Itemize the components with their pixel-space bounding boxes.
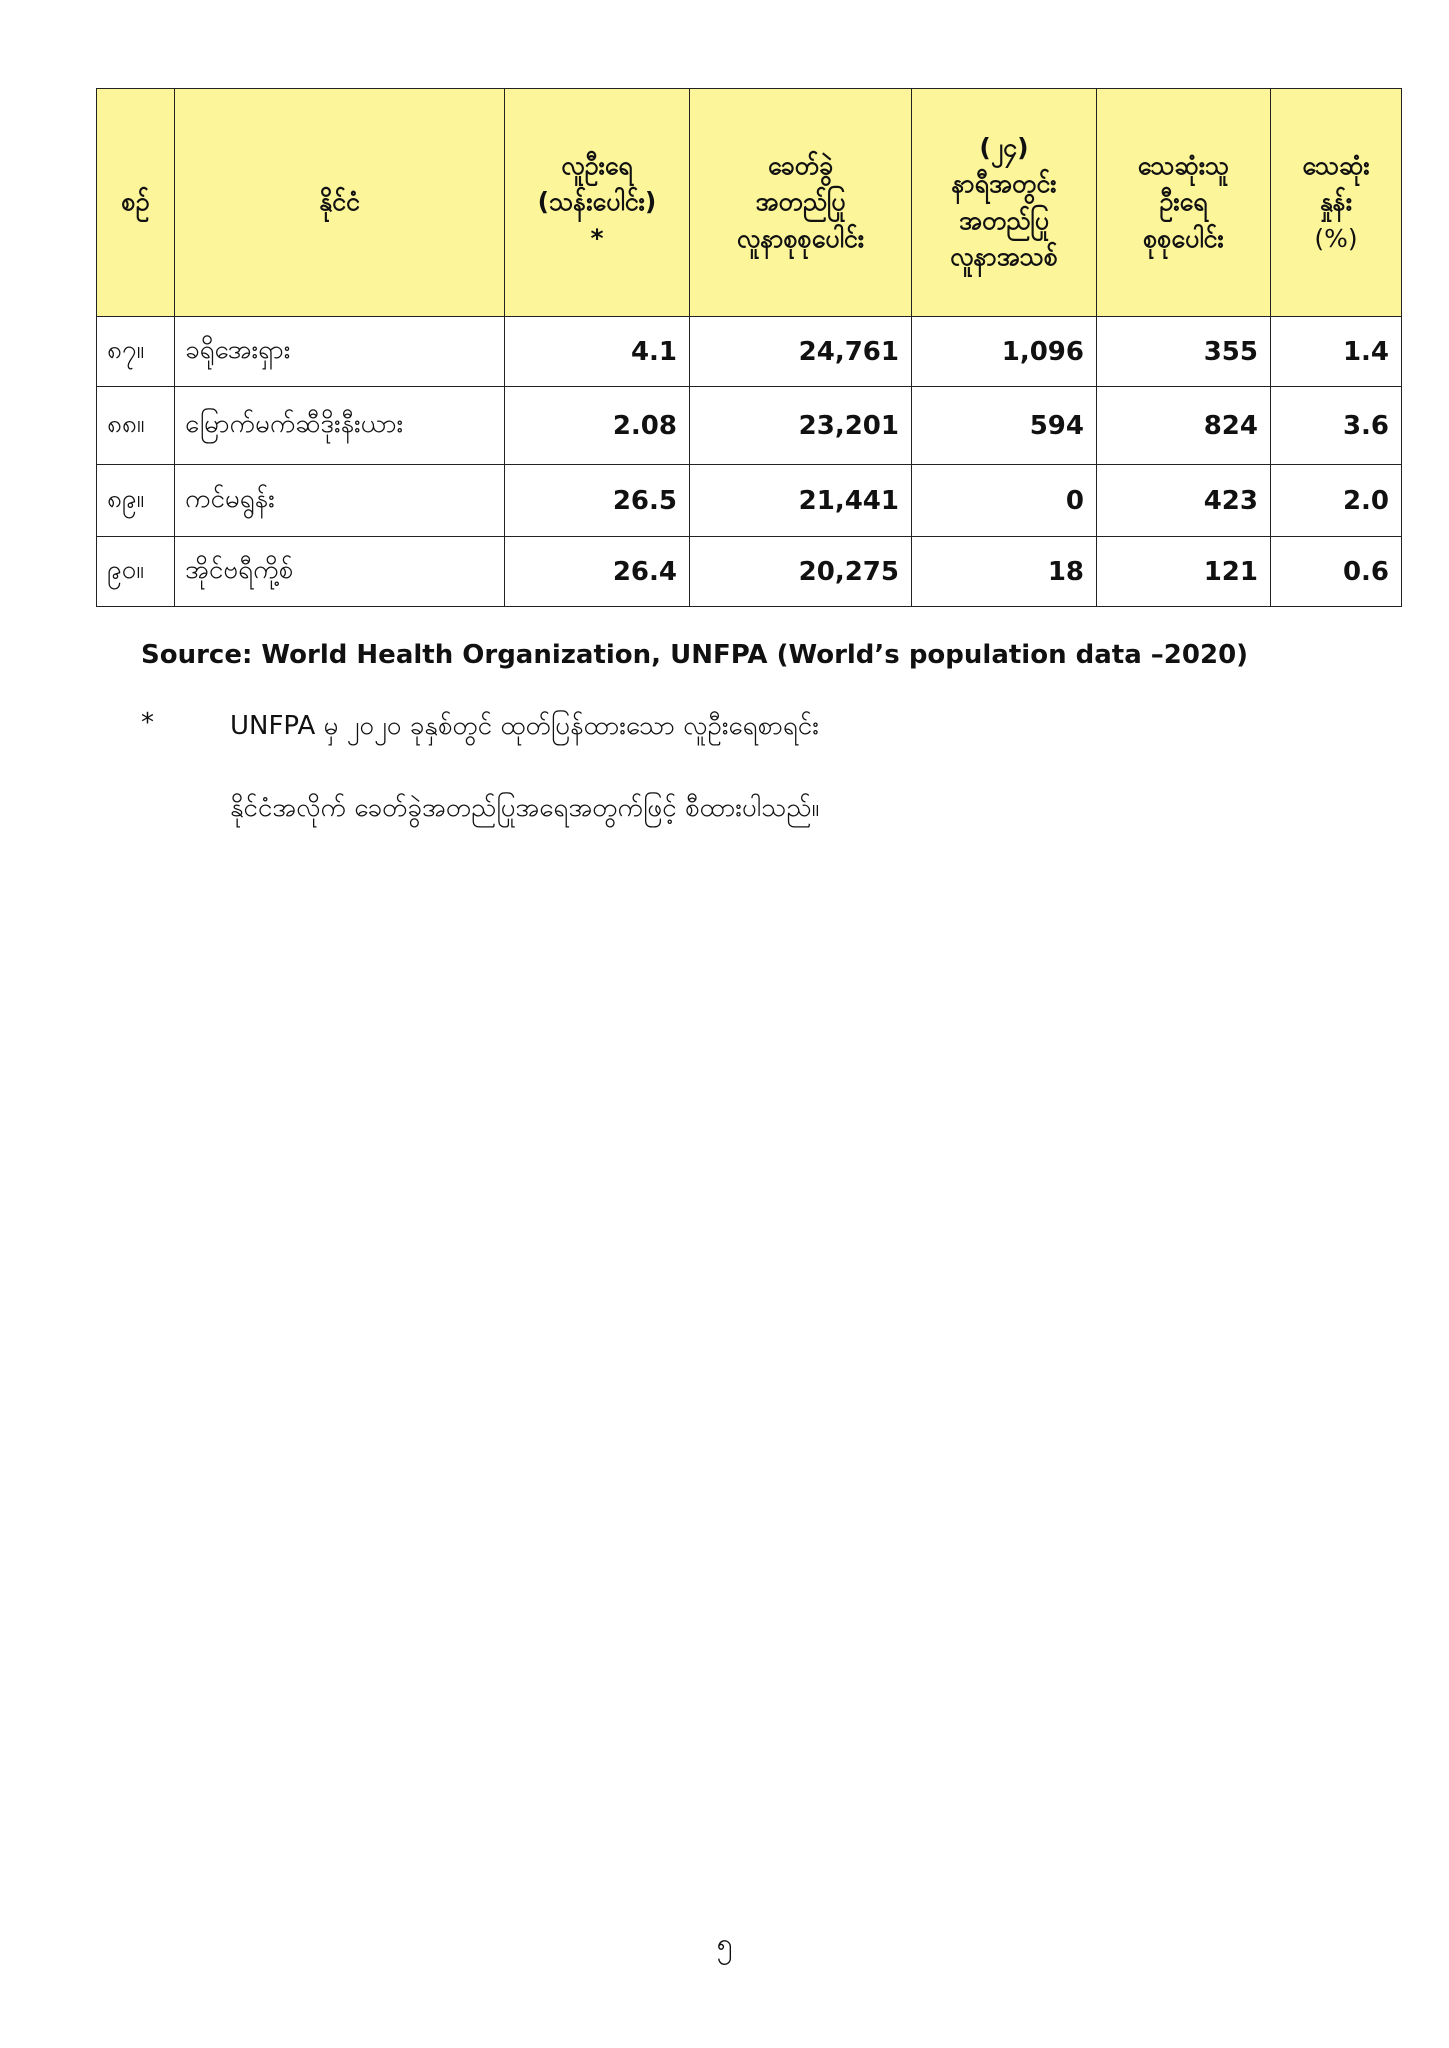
row-death-rate: 1.4 — [1271, 317, 1402, 387]
table-row — [97, 317, 1402, 387]
row-country: မြောက်မက်ဆီဒိုးနီးယား — [175, 387, 505, 465]
header-death-rate-unit: (%) — [1314, 223, 1358, 253]
table-row — [97, 465, 1402, 537]
header-deaths-total: သေဆုံးသူ ဦးရေ စုစုပေါင်း — [1097, 89, 1271, 317]
footnote-line-2: နိုင်ငံအလိုက် ခေတ်ခွဲအတည်ပြုအရေအတွက်ဖြင့် စီထားပါသည်။ — [230, 793, 820, 823]
header-death-rate — [1271, 89, 1402, 317]
header-new-24h: (၂၄) နာရီအတွင်း အတည်ပြု လူနာအသစ် — [912, 89, 1097, 317]
footnote-asterisk: * — [141, 708, 154, 738]
source-citation: Source: World Health Organization, UNFPA (World’s population data –2020) — [141, 640, 1249, 670]
row-country: ခရိုအေးရှား — [175, 317, 505, 387]
footnote-line-1: UNFPA မှ ၂၀၂၀ ခုနှစ်တွင် ထုတ်ပြန်ထားသော လူဦးရေစာရင်း — [230, 711, 819, 741]
row-deaths-total: 355 — [1097, 317, 1271, 387]
row-serial: ၈၈။ — [97, 387, 175, 465]
table-header-row — [97, 89, 1402, 317]
row-new-24h: 1,096 — [912, 317, 1097, 387]
row-serial: ၈၇။ — [97, 317, 175, 387]
page-number: ၅ — [716, 1927, 733, 1960]
table-row — [97, 537, 1402, 607]
row-death-rate: 2.0 — [1271, 465, 1402, 537]
row-population: 26.5 — [505, 465, 690, 537]
row-country: အိုင်ဗရီကို့စ် — [175, 537, 505, 607]
row-deaths-total: 121 — [1097, 537, 1271, 607]
row-confirmed-total: 21,441 — [690, 465, 912, 537]
row-new-24h: 594 — [912, 387, 1097, 465]
row-serial: ၉၀။ — [97, 537, 175, 607]
row-new-24h: 0 — [912, 465, 1097, 537]
row-deaths-total: 824 — [1097, 387, 1271, 465]
header-serial: စဉ် — [97, 89, 175, 317]
row-confirmed-total: 23,201 — [690, 387, 912, 465]
header-death-rate-label: သေဆုံး နှုန်း — [1302, 151, 1370, 217]
row-population: 26.4 — [505, 537, 690, 607]
row-confirmed-total: 20,275 — [690, 537, 912, 607]
row-death-rate: 3.6 — [1271, 387, 1402, 465]
row-population: 2.08 — [505, 387, 690, 465]
row-deaths-total: 423 — [1097, 465, 1271, 537]
row-population: 4.1 — [505, 317, 690, 387]
row-country: ကင်မရွန်း — [175, 465, 505, 537]
covid-country-table — [96, 88, 1402, 607]
header-population: လူဦးရေ (သန်းပေါင်း) * — [505, 89, 690, 317]
row-serial: ၈၉။ — [97, 465, 175, 537]
table-row — [97, 387, 1402, 465]
row-new-24h: 18 — [912, 537, 1097, 607]
header-country: နိုင်ငံ — [175, 89, 505, 317]
row-confirmed-total: 24,761 — [690, 317, 912, 387]
row-death-rate: 0.6 — [1271, 537, 1402, 607]
header-confirmed-total: ခေတ်ခွဲ အတည်ပြု လူနာစုစုပေါင်း — [690, 89, 912, 317]
